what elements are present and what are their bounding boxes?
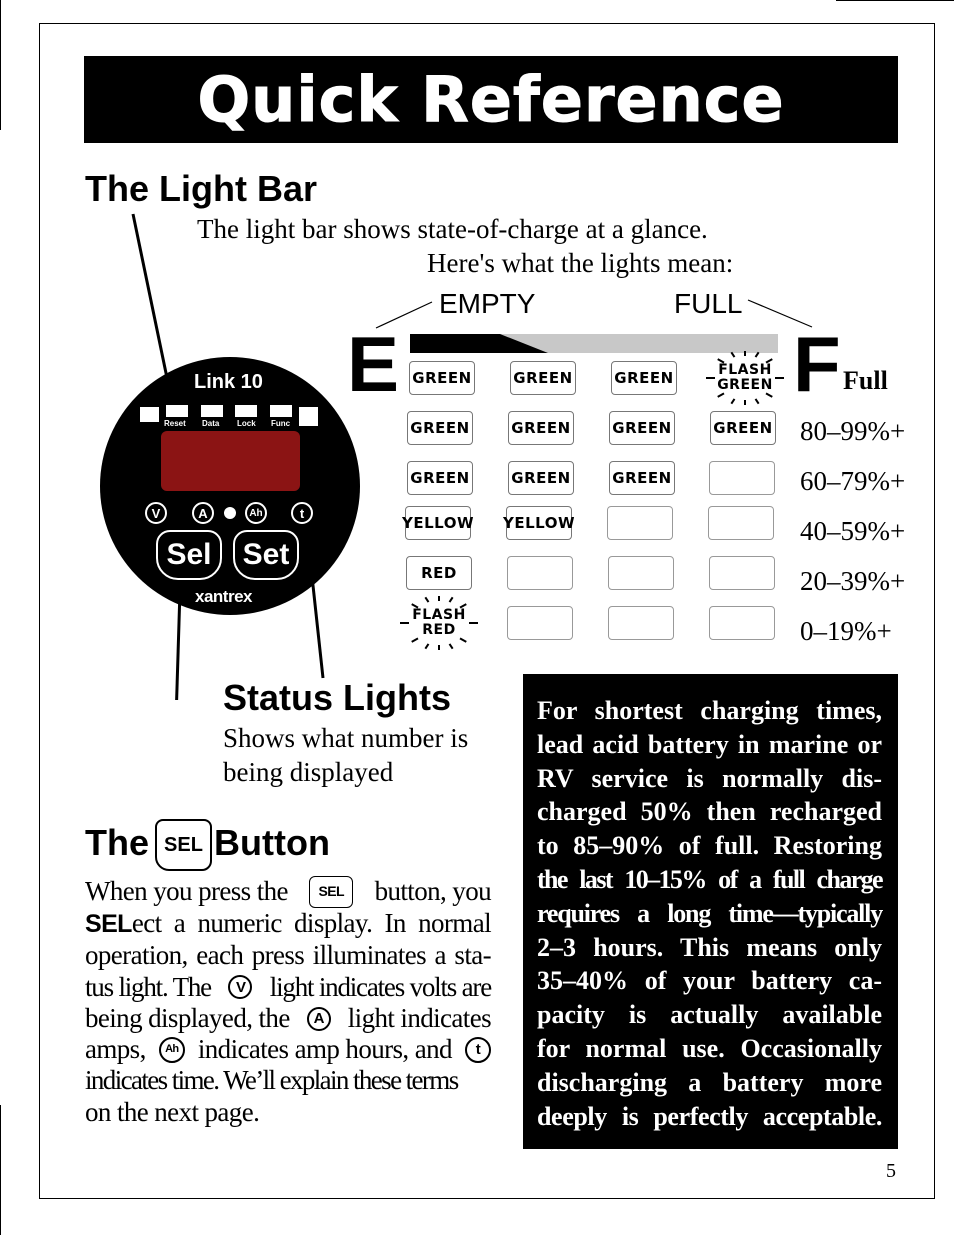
tip-line-3: RV service is normally dis-: [537, 763, 882, 793]
sel-button-callout-line: [173, 590, 180, 700]
func-label: Func: [271, 419, 291, 428]
tip-line-5: to 85–90% of full. Restoring: [537, 831, 882, 861]
sel-line-8: on the next page.: [85, 1096, 260, 1127]
light-green: GREEN: [611, 361, 677, 395]
set-key[interactable]: Set: [233, 530, 299, 580]
light-green: GREEN: [407, 411, 473, 445]
tip-line-4: charged 50% then recharged: [537, 797, 882, 827]
light-off: [507, 606, 573, 640]
tip-line-6: the last 10–15% of a full charge: [537, 864, 882, 894]
light-red: RED: [406, 556, 472, 590]
sel-key[interactable]: Sel: [156, 530, 222, 580]
tip-line-11: for normal use. Occasionally: [537, 1033, 882, 1063]
data-key[interactable]: [201, 405, 223, 417]
light-off: [608, 606, 674, 640]
tip-line-7: requires a long time—typically: [537, 898, 882, 928]
sel-line-2: [85, 908, 491, 940]
light-off: [507, 556, 573, 590]
sel-line-4: [85, 972, 491, 1003]
sel-key-heading-label: SEL: [164, 833, 203, 856]
sel-inline-key-icon: [309, 876, 353, 908]
data-label: Data: [202, 419, 220, 428]
light-bar-intro-2: Here's what the lights mean:: [427, 248, 734, 278]
battery-icon-left: [140, 407, 159, 422]
volts-indicator-icon: V: [145, 502, 167, 524]
sel-line-5b: light indicates: [347, 1002, 491, 1033]
light-green: GREEN: [407, 461, 473, 495]
sel-heading-post: Button: [214, 822, 330, 863]
tip-line-8: 2–3 hours. This means only: [537, 932, 882, 962]
light-green: GREEN: [409, 361, 475, 395]
sel-bold-word: SEL: [85, 910, 132, 938]
light-flash-red: [406, 606, 472, 640]
battery-icon-right: [299, 407, 318, 426]
numeric-display: [161, 431, 300, 491]
light-bar-heading: The Light Bar: [85, 168, 317, 209]
light-green: GREEN: [510, 361, 576, 395]
row-label-0: 0–19%+: [800, 616, 892, 646]
page-title: Quick Reference: [197, 63, 785, 136]
status-lights-heading: Status Lights: [223, 677, 452, 718]
row-label-60: 60–79%+: [800, 466, 906, 496]
sel-line-3: operation, each press illuminates a sta-: [85, 940, 491, 971]
sel-line-5a: being displayed, the: [85, 1002, 290, 1033]
link10-device: [100, 357, 360, 615]
sel-line-5: [85, 1003, 491, 1034]
sel-line-2-rest: ect a numeric display. In normal: [131, 908, 491, 938]
amp-hours-icon: Ah: [159, 1037, 185, 1063]
time-icon: t: [465, 1037, 491, 1063]
device-model: Link 10: [194, 371, 263, 393]
light-green: GREEN: [508, 461, 574, 495]
sel-paragraph: [85, 876, 491, 1128]
sel-line-1a: When you press the: [85, 876, 288, 907]
func-key[interactable]: [270, 405, 292, 417]
light-off: [608, 556, 674, 590]
status-lights-line-1: Shows what number is: [223, 723, 469, 753]
light-off: [607, 506, 673, 540]
sel-line-4b: light indicates volts are: [269, 971, 491, 1002]
light-off: [709, 606, 775, 640]
flash-label: FLASH RED: [412, 607, 466, 638]
flash-label: FLASH GREEN: [717, 362, 773, 393]
light-off: [708, 506, 774, 540]
light-green: GREEN: [609, 411, 675, 445]
row-label-80: 80–99%+: [800, 416, 906, 446]
status-dot-icon: [224, 507, 236, 519]
light-off: [709, 556, 775, 590]
time-indicator-icon: t: [291, 502, 313, 524]
lock-key[interactable]: [235, 405, 257, 417]
light-bar-intro-1: The light bar shows state-of-charge at a glance.: [197, 214, 708, 244]
tip-line-10: pacity is actually available: [537, 1000, 882, 1030]
tip-line-9: 35–40% of your battery ca-: [537, 966, 882, 996]
light-yellow: YELLOW: [506, 506, 572, 540]
tip-line-12: discharging a battery more: [537, 1067, 882, 1097]
sel-line-6: [85, 1034, 491, 1065]
light-green: GREEN: [710, 411, 776, 445]
sel-line-6a: amps,: [85, 1034, 146, 1065]
sel-heading-pre: The: [85, 822, 150, 863]
brand-logo: xantrex: [195, 587, 252, 606]
sel-line-7: indicates time. We’ll explain these terms: [85, 1065, 458, 1096]
row-label-full: Full: [843, 366, 888, 395]
lock-label: Lock: [237, 419, 256, 428]
empty-label: EMPTY: [439, 288, 536, 319]
tip-box: [523, 674, 898, 1149]
tip-line-2: lead acid battery in marine or: [537, 729, 882, 759]
tip-line-1: For shortest charging times,: [537, 696, 882, 725]
row-label-40: 40–59%+: [800, 516, 906, 546]
indicator-row: [145, 502, 317, 524]
sel-key-heading-icon: [155, 819, 212, 871]
e-letter: E: [347, 320, 400, 408]
tip-line-13: deeply is perfectly acceptable.: [537, 1101, 882, 1131]
light-green: GREEN: [508, 411, 574, 445]
light-green: GREEN: [609, 461, 675, 495]
sel-line-6b: indicates amp hours, and: [197, 1034, 452, 1065]
f-letter: F: [793, 320, 841, 408]
page-number: 5: [886, 1160, 896, 1182]
amps-indicator-icon: A: [192, 502, 214, 524]
crop-mark-bottom-left: [0, 1105, 1, 1235]
light-yellow: YELLOW: [405, 506, 471, 540]
light-off: [709, 461, 775, 495]
sel-line-1b: button, you: [374, 876, 491, 907]
amp-hours-indicator-icon: Ah: [245, 502, 267, 524]
sel-line-4a: tus light. The: [85, 971, 211, 1002]
sel-inline-key-label: SEL: [318, 883, 344, 900]
reset-key[interactable]: [166, 405, 188, 417]
row-label-20: 20–39%+: [800, 566, 906, 596]
light-flash-green: [712, 361, 778, 395]
volts-icon: V: [228, 975, 252, 999]
status-lights-line-2: being displayed: [223, 757, 394, 787]
sel-line-1: [85, 876, 491, 908]
full-label: FULL: [674, 288, 743, 319]
reset-label: Reset: [164, 419, 186, 428]
amps-icon: A: [307, 1007, 331, 1031]
